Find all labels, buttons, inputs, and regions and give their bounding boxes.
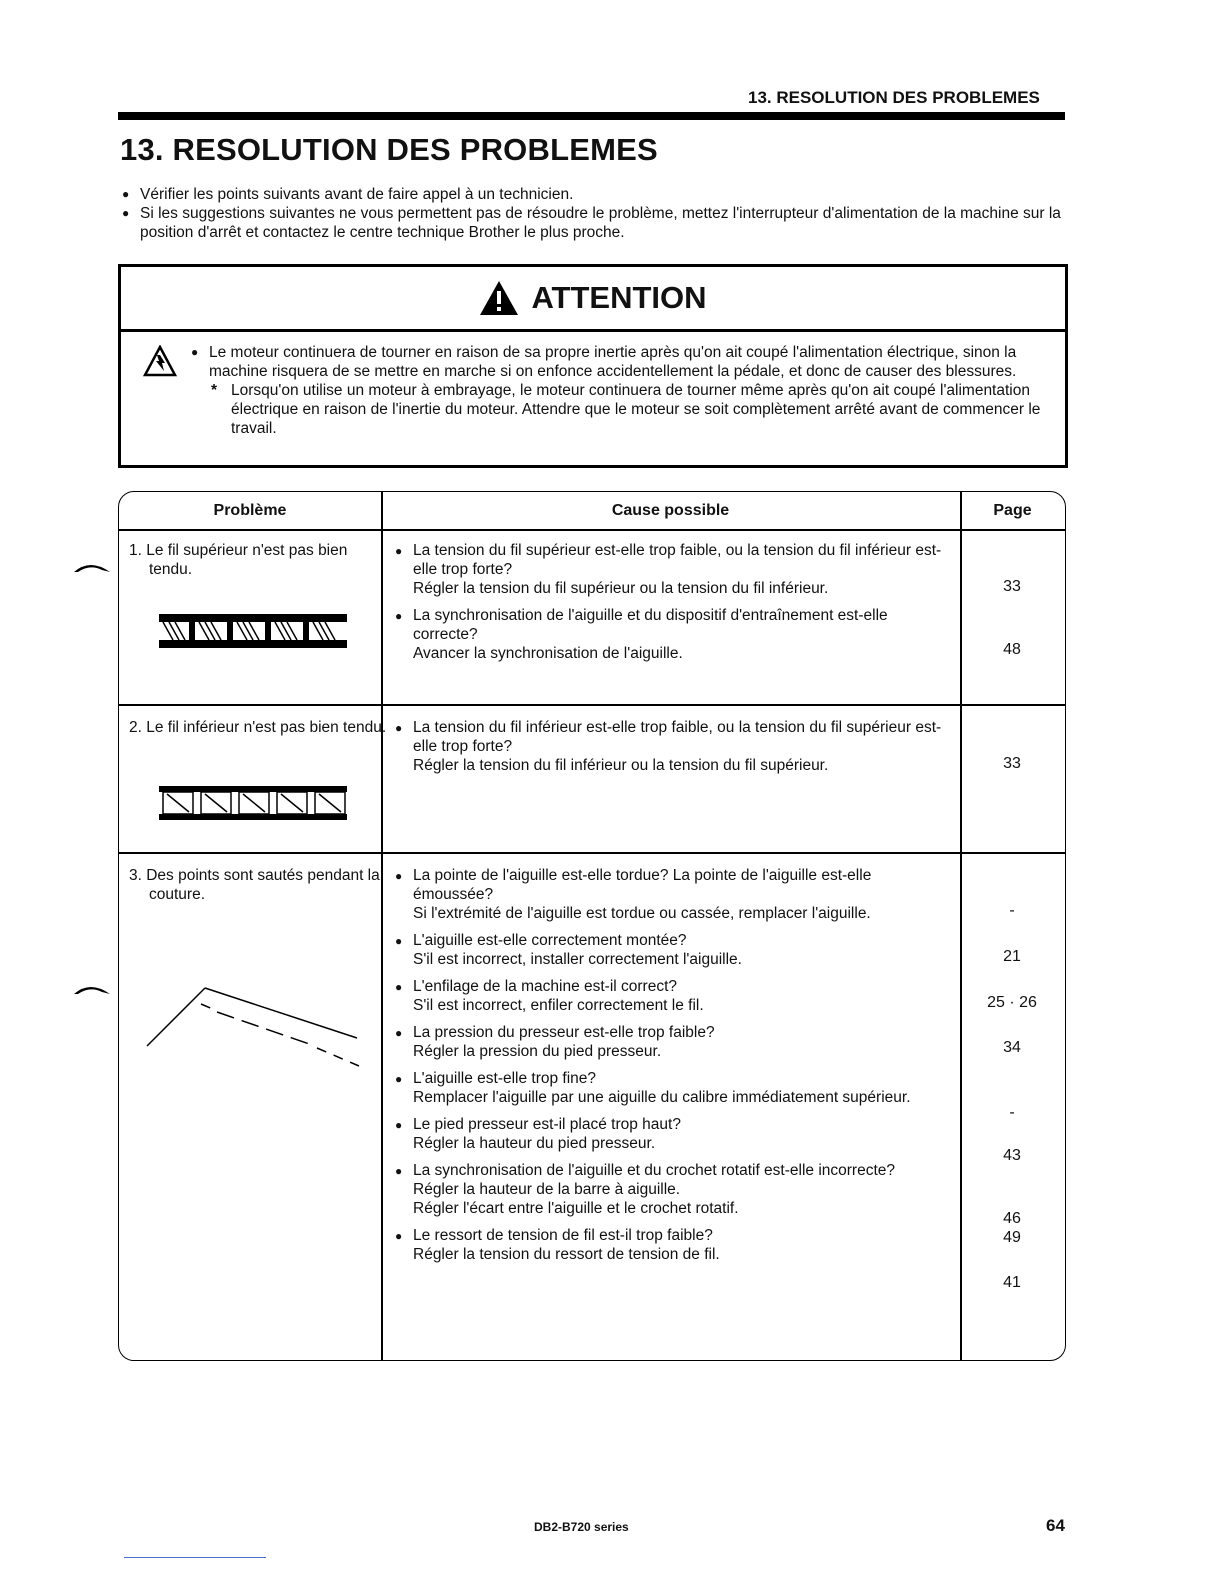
margin-mark-icon	[72, 980, 112, 998]
page-number: 64	[1046, 1516, 1065, 1535]
causes-3	[395, 866, 955, 1272]
attention-bullet: ● Le moteur continuera de tourner en raison de sa propre inertie après qu'on ait coupé l'alimentation électrique, sinon la machine risquera de se mettre en marche si on enfonce accidentellement la pédale, et donc de causer des blessures.	[191, 343, 1053, 381]
electric-hazard-icon	[143, 345, 177, 377]
warning-triangle-icon	[479, 280, 519, 316]
attention-note: * Lorsqu'on utilise un moteur à embrayage, le moteur continuera de tourner même après qu'on ait coupé l'alimentation électrique en raison de l'inertie du moteur. Attendre que le moteur se soit complètement arrêté avant de commencer le travail.	[191, 381, 1053, 438]
cause-item: ● La synchronisation de l'aiguille et du crochet rotatif est-elle incorrecte? Régler la hauteur de la barre à aiguille. Régler l'écart entre l'aiguille et le crochet rotatif.	[395, 1161, 955, 1218]
attention-header	[121, 267, 1065, 332]
page-title: 13. RESOLUTION DES PROBLEMES	[120, 132, 658, 167]
page-ref: -	[1009, 902, 1015, 919]
problem-1: 1. Le fil supérieur n'est pas bien tendu.	[129, 542, 348, 578]
skipped-stitch-diagram	[145, 980, 365, 1076]
tight-upper-stitch-diagram	[159, 610, 349, 652]
causes-2	[395, 718, 955, 783]
intro-list	[120, 185, 1070, 242]
cause-item: ● L'enfilage de la machine est-il correct? S'il est incorrect, enfiler correctement le fil.	[395, 977, 955, 1015]
cause-item: ● Le pied presseur est-il placé trop haut? Régler la hauteur du pied presseur.	[395, 1115, 955, 1153]
header-page: Page	[993, 502, 1032, 519]
page-ref: 41	[1003, 1274, 1021, 1291]
underline-artifact	[124, 1557, 266, 1558]
page-ref: 49	[1003, 1229, 1021, 1246]
footer-series: DB2-B720 series	[534, 1520, 629, 1534]
header-cause: Cause possible	[611, 502, 730, 519]
page-ref: 43	[1003, 1147, 1021, 1164]
attention-box	[118, 264, 1068, 468]
causes-1	[395, 541, 955, 671]
attention-title: ATTENTION	[531, 280, 707, 315]
page-ref: 34	[1003, 1039, 1021, 1056]
page-ref: 33	[1003, 755, 1021, 772]
intro-item: ● Vérifier les points suivants avant de faire appel à un technicien.	[120, 185, 1070, 204]
page-ref: 21	[1003, 948, 1021, 965]
cause-item: ● La pression du presseur est-elle trop faible? Régler la pression du pied presseur.	[395, 1023, 955, 1061]
problem-2: 2. Le fil inférieur n'est pas bien tendu.	[129, 719, 387, 736]
attention-body	[191, 343, 1053, 438]
cause-item: ● La pointe de l'aiguille est-elle tordue? La pointe de l'aiguille est-elle émoussée? Si l'extrémité de l'aiguille est tordue ou cassée, remplacer l'aiguille.	[395, 866, 955, 923]
tight-lower-stitch-diagram	[159, 782, 349, 824]
cause-item: ● L'aiguille est-elle correctement montée? S'il est incorrect, installer correctement l'aiguille.	[395, 931, 955, 969]
page-ref: 33	[1003, 578, 1021, 595]
problem-3: 3. Des points sont sautés pendant la couture.	[129, 867, 380, 903]
cause-item: ● Le ressort de tension de fil est-il trop faible? Régler la tension du ressort de tension de fil.	[395, 1226, 955, 1264]
margin-mark-icon	[72, 558, 112, 576]
cause-item: ● L'aiguille est-elle trop fine? Remplacer l'aiguille par une aiguille du calibre immédiatement supérieur.	[395, 1069, 955, 1107]
cause-item: ● La tension du fil inférieur est-elle trop faible, ou la tension du fil supérieur est-elle trop forte? Régler la tension du fil inférieur ou la tension du fil supérieur.	[395, 718, 955, 775]
intro-item: ● Si les suggestions suivantes ne vous permettent pas de résoudre le problème, mettez l'interrupteur d'alimentation de la machine sur la position d'arrêt et contactez le centre technique Brother le plus proche.	[120, 204, 1070, 242]
cause-item: ● La tension du fil supérieur est-elle trop faible, ou la tension du fil inférieur est-elle trop forte? Régler la tension du fil supérieur ou la tension du fil inférieur.	[395, 541, 955, 598]
header-rule	[118, 112, 1065, 120]
page-ref: 48	[1003, 641, 1021, 658]
header-problem: Problème	[213, 502, 287, 519]
cause-item: ● La synchronisation de l'aiguille et du dispositif d'entraînement est-elle correcte? Avancer la synchronisation de l'aiguille.	[395, 606, 955, 663]
running-header: 13. RESOLUTION DES PROBLEMES	[748, 88, 1040, 107]
troubleshooting-table	[118, 491, 1066, 1361]
page-ref: 46	[1003, 1210, 1021, 1227]
page-ref: -	[1009, 1104, 1015, 1121]
page-ref: 25 · 26	[987, 994, 1037, 1011]
